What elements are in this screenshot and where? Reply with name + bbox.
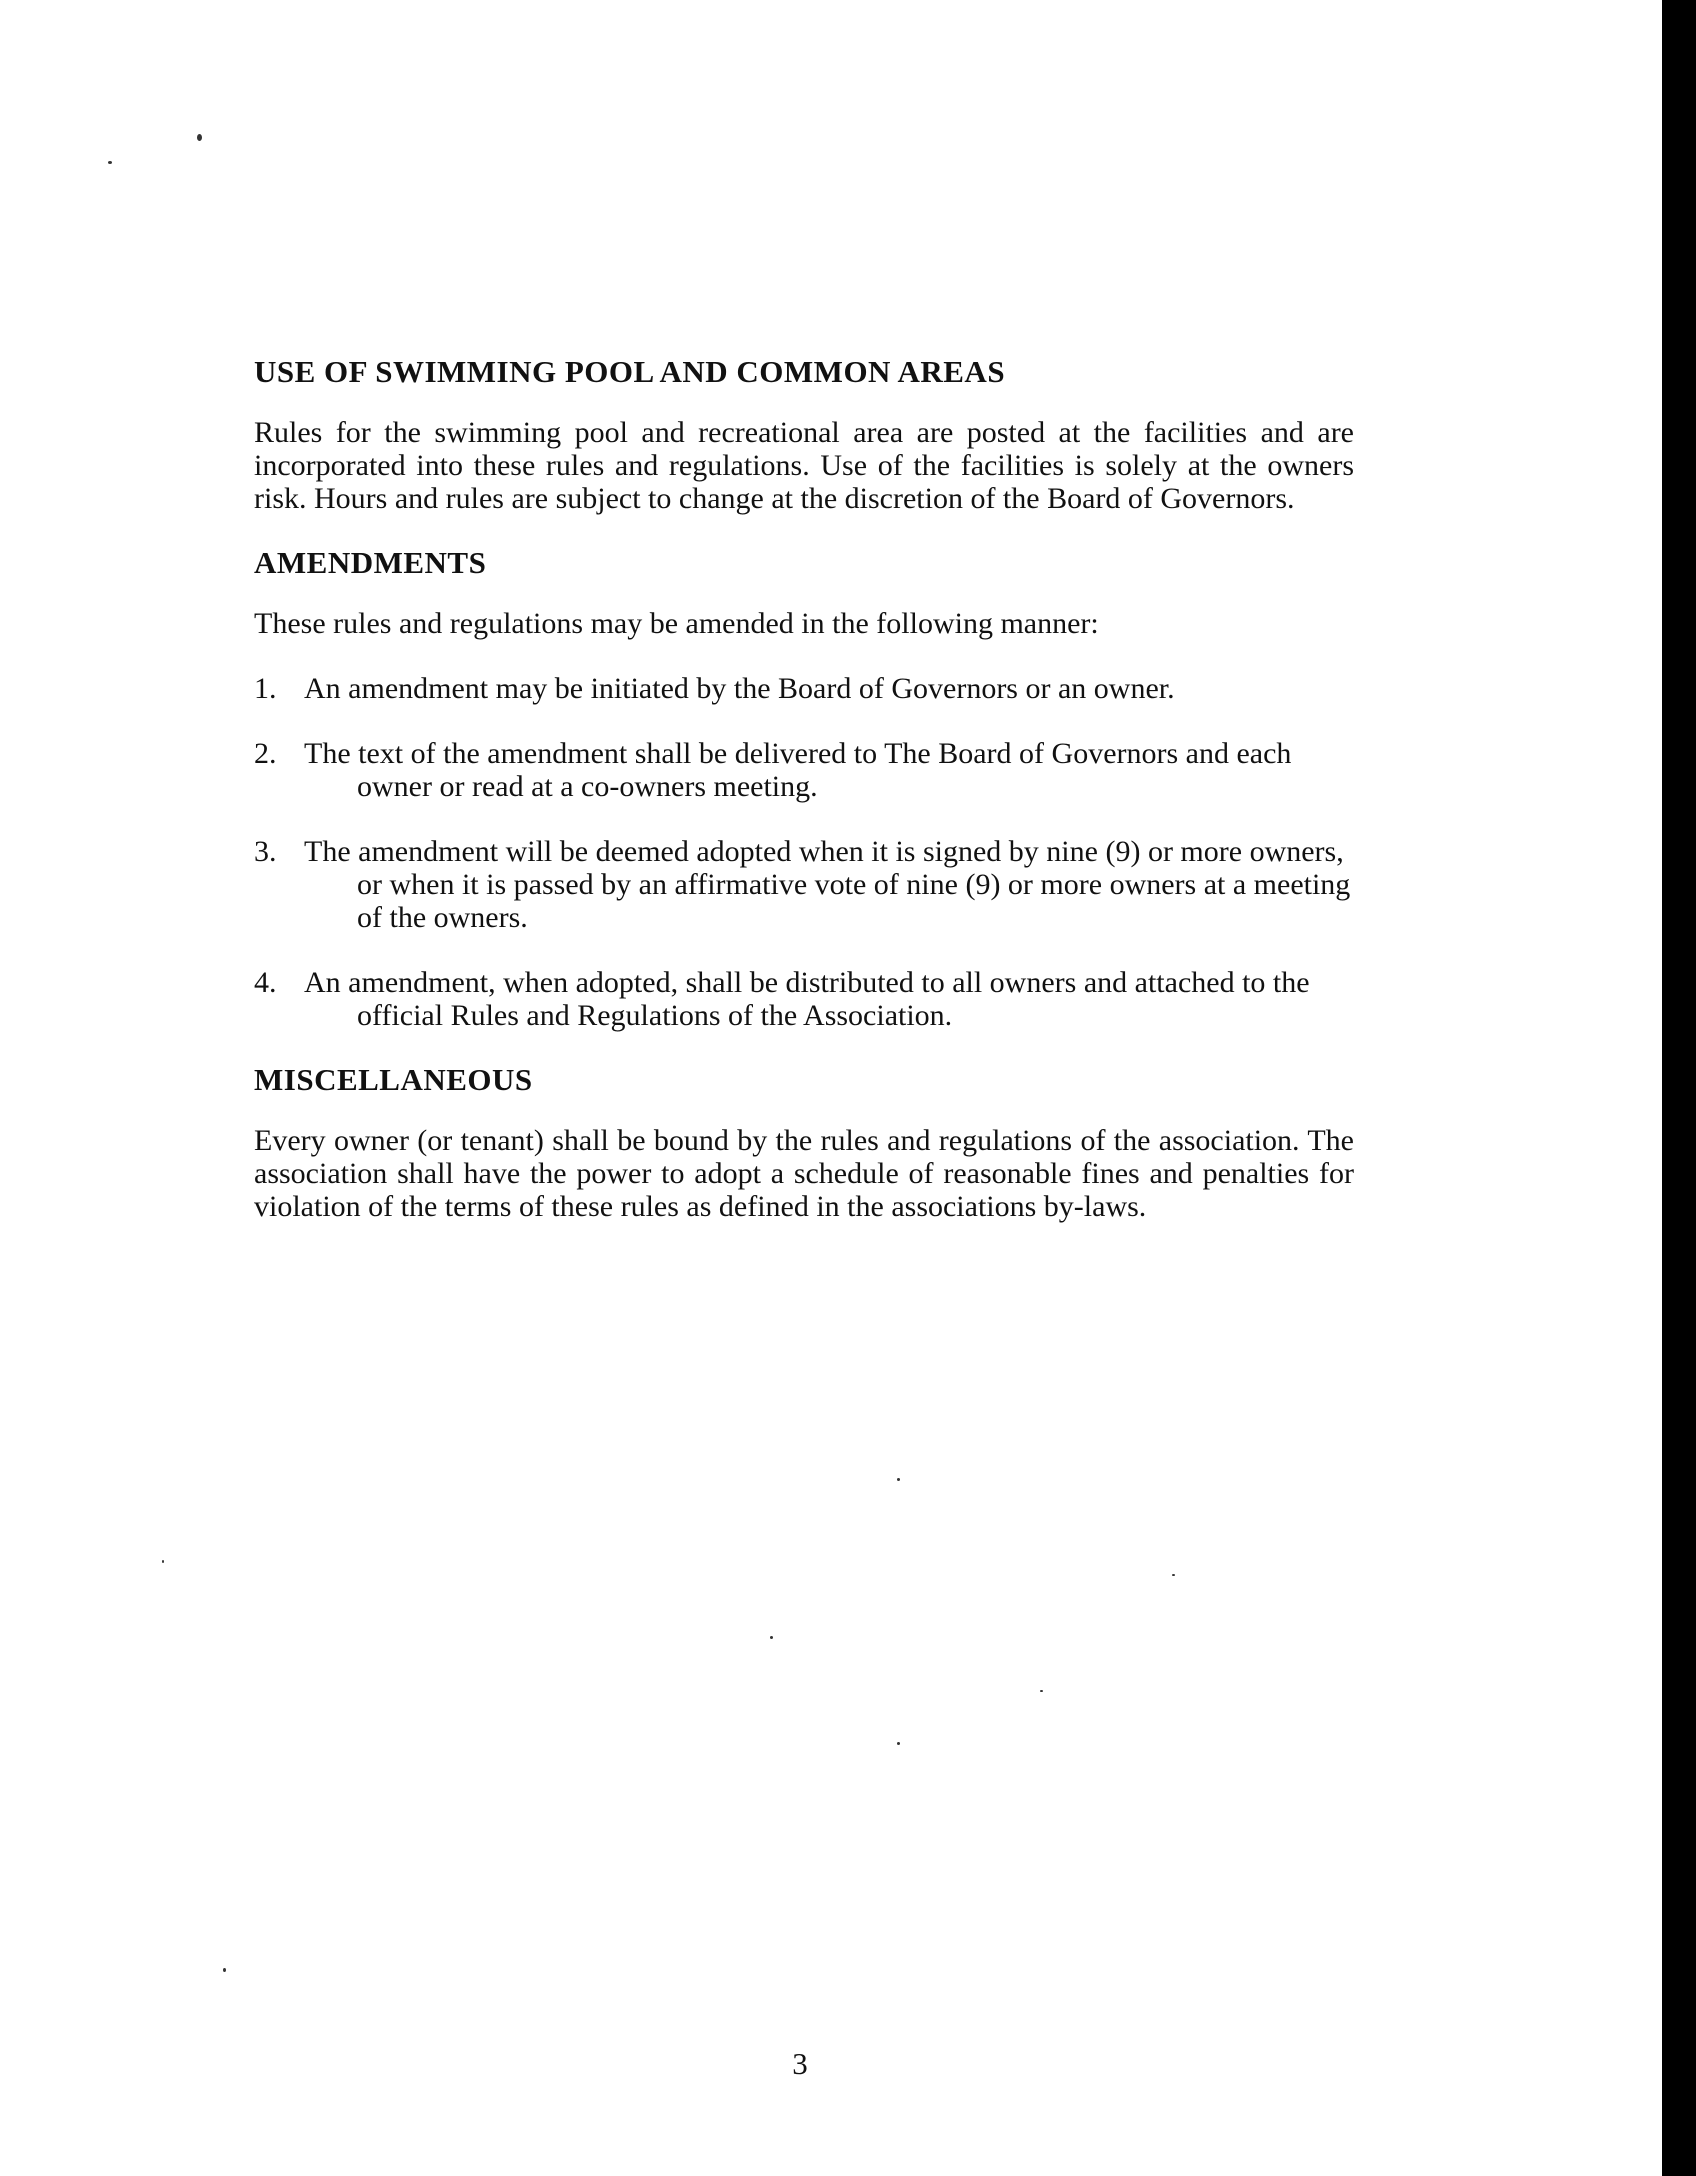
list-item <box>254 737 1354 803</box>
scan-speck <box>162 1560 164 1563</box>
amendments-intro: These rules and regulations may be amended in the following manner: <box>254 607 1099 640</box>
section-heading-swimming-pool: USE OF SWIMMING POOL AND COMMON AREAS <box>254 354 1006 389</box>
section-heading-amendments: AMENDMENTS <box>254 545 487 580</box>
list-item-text: An amendment may be initiated by the Board of Governors or an owner. <box>304 672 1175 705</box>
section-heading-miscellaneous: MISCELLANEOUS <box>254 1062 533 1097</box>
list-item-text: The text of the amendment shall be delivered to The Board of Governors and each owner or read at a co-owners meeting. <box>304 737 1292 803</box>
list-item <box>254 966 1354 1032</box>
section-swimming-pool <box>254 352 1354 515</box>
section-body-swimming-pool: Rules for the swimming pool and recreational area are posted at the facilities and are incorporated into these rules and regulations. Use of the facilities is solely at the owners risk. Hours and rules are subject to change at the discretion of the Board of Governors. <box>254 416 1354 515</box>
scan-speck <box>1172 1574 1175 1576</box>
amendments-list <box>254 672 1354 1032</box>
section-body-miscellaneous: Every owner (or tenant) shall be bound by the rules and regulations of the association. The association shall have the power to adopt a schedule of reasonable fines and penalties for violation of the terms of these rules as defined in the associations by-laws. <box>254 1124 1354 1223</box>
list-item-number: 4. <box>254 966 277 999</box>
document-body <box>254 352 1354 1223</box>
section-miscellaneous <box>254 1060 1354 1223</box>
page-number: 3 <box>792 2046 808 2081</box>
list-item-text: An amendment, when adopted, shall be distributed to all owners and attached to the official Rules and Regulations of the Association. <box>304 966 1310 1032</box>
scan-speck <box>108 161 112 164</box>
list-item-number: 2. <box>254 737 277 770</box>
scan-speck <box>897 1478 900 1481</box>
scan-speck <box>770 1636 773 1639</box>
scan-speck <box>897 1742 900 1745</box>
scan-speck <box>197 134 202 141</box>
list-item-text: The amendment will be deemed adopted when it is signed by nine (9) or more owners, or when it is passed by an affirmative vote of nine (9) or more owners at a meeting of the owners. <box>304 835 1351 934</box>
list-item-number: 1. <box>254 672 277 705</box>
scan-speck <box>1040 1690 1043 1692</box>
list-item <box>254 672 1354 705</box>
list-item <box>254 835 1354 934</box>
section-amendments <box>254 543 1354 1032</box>
list-item-number: 3. <box>254 835 277 868</box>
scan-edge-bar <box>1662 0 1696 2176</box>
scan-speck <box>223 1968 226 1972</box>
